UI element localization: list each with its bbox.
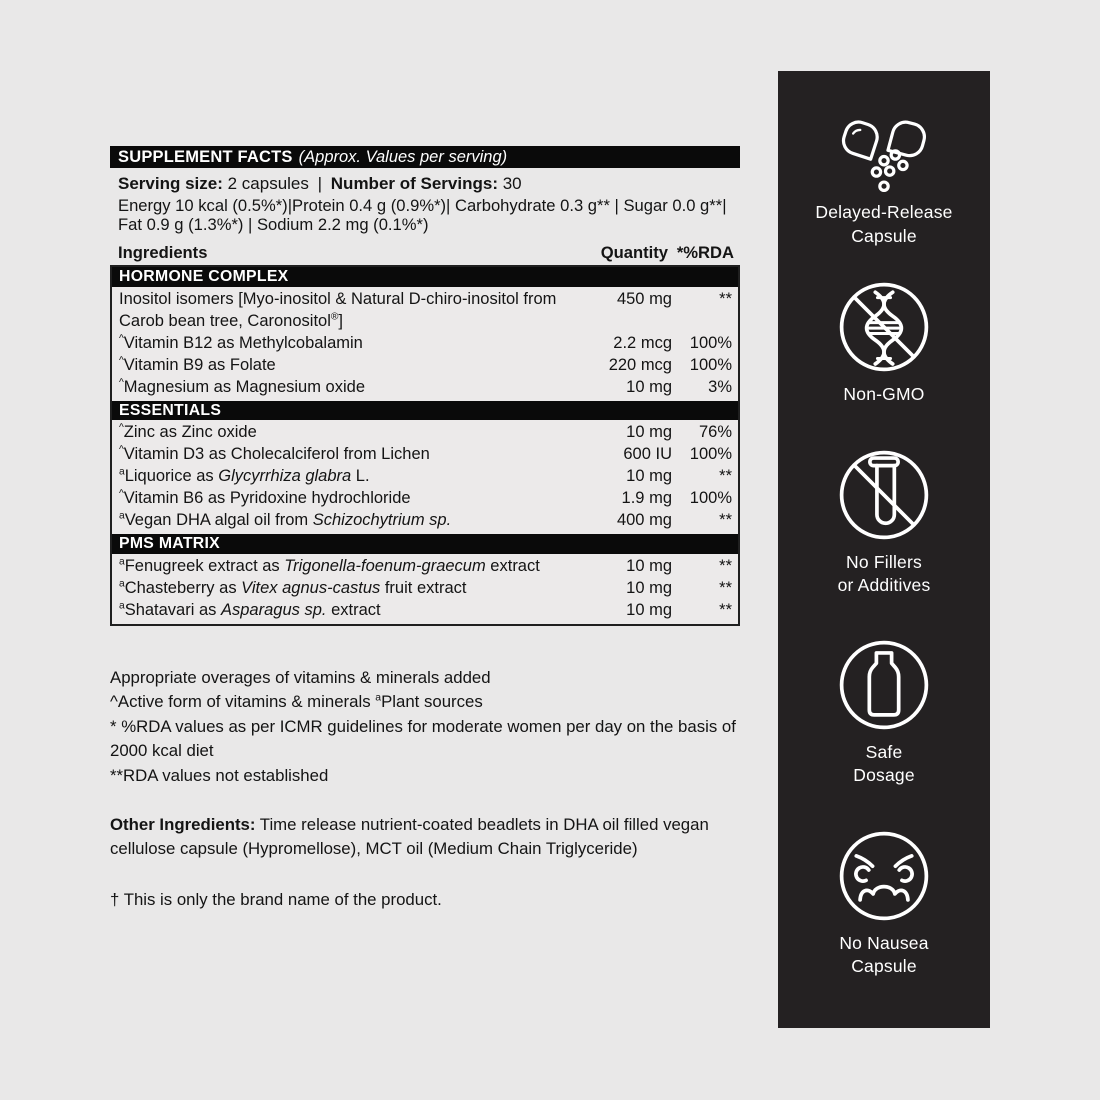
footnote: ^Active form of vitamins & minerals $^a$Plant sources: [110, 692, 483, 712]
table-row: [112, 555, 738, 577]
feature-badge: [834, 277, 934, 407]
supplement-facts-subtitle: (Approx. Values per serving): [298, 148, 508, 166]
nutrition-summary: Energy 10 kcal (0.5%*)|Protein 0.4 g (0.9%*)| Carbohydrate 0.3 g** | Sugar 0.0 g**| Fat 0.9 g (1.3%*) | Sodium 2.2 mg (0.1%*): [118, 196, 727, 234]
footnotes: [110, 666, 740, 789]
other-ingredients-text: Time release nutrient-coated beadlets in DHA oil filled vegan cellulose capsule (Hypromellose), MCT oil (Medium Chain Triglyceride): [110, 814, 709, 859]
section-header: HORMONE COMPLEX: [112, 267, 738, 287]
brand-note: † This is only the brand name of the product.: [110, 889, 442, 909]
supplement-facts-header: [110, 146, 740, 168]
ingredient-quantity: 10 mg: [626, 556, 672, 575]
ingredient-rda: **: [719, 556, 732, 575]
ingredient-rda: 100%: [689, 333, 732, 352]
ingredient-quantity: 10 mg: [626, 377, 672, 396]
table-row: [112, 599, 738, 621]
table-row: [112, 288, 738, 332]
section-rows: [112, 287, 738, 401]
footnote: **RDA values not established: [110, 766, 329, 786]
supplement-facts-title: SUPPLEMENT FACTS: [118, 148, 293, 166]
ingredient-name: ^Vitamin B9 as Folate: [119, 355, 276, 374]
badge-label: No Nausea Capsule: [839, 932, 929, 976]
ingredient-quantity: 600 IU: [623, 445, 672, 464]
footnote: * %RDA values as per ICMR guidelines for moderate women per day on the basis of 2000 kcal diet: [110, 716, 736, 761]
serving-size-label: Serving size:: [118, 174, 223, 193]
non-gmo-icon: [834, 277, 934, 377]
ingredient-quantity: 2.2 mcg: [613, 333, 672, 352]
feature-badge: [815, 115, 952, 248]
ingredient-rda: **: [719, 600, 732, 619]
serving-separator: |: [317, 174, 323, 193]
ingredient-rda: 100%: [689, 355, 732, 374]
no-fillers-icon: [834, 445, 934, 545]
section-rows: [112, 420, 738, 534]
table-row: [112, 332, 738, 354]
table-row: [112, 577, 738, 599]
ingredient-quantity: 10 mg: [626, 600, 672, 619]
ingredient-quantity: 10 mg: [626, 467, 672, 486]
delayed-release-capsule-icon: [831, 115, 937, 195]
section-header: PMS MATRIX: [112, 534, 738, 554]
ingredient-name: Inositol isomers [Myo-inositol & Natural D-chiro-inositol from Carob bean tree, Caronositol®]: [119, 289, 557, 330]
serving-info: [110, 173, 740, 195]
ingredient-name: ^Magnesium as Magnesium oxide: [119, 377, 365, 396]
section-header: ESSENTIALS: [112, 401, 738, 421]
footnote: Appropriate overages of vitamins & minerals added: [110, 667, 491, 687]
ingredient-name: $^a$Liquorice as Glycyrrhiza glabra L.: [119, 466, 370, 486]
ingredient-rda: **: [719, 289, 732, 308]
servings-count-label: Number of Servings:: [330, 174, 498, 193]
column-quantity: Quantity: [600, 243, 668, 263]
other-ingredients: [110, 813, 732, 862]
section-rows: [112, 554, 738, 624]
table-row: [112, 509, 738, 531]
ingredient-name: $^a$Fenugreek extract as Trigonella-foenum-graecum extract: [119, 556, 540, 575]
table-row: [112, 443, 738, 465]
badge-label: Safe Dosage: [853, 741, 915, 785]
ingredient-name: $^a$Vegan DHA algal oil from Schizochytrium sp.: [119, 510, 452, 530]
other-ingredients-label: Other Ingredients:: [110, 814, 256, 834]
feature-badge: [834, 635, 934, 788]
table-row: [112, 421, 738, 443]
badge-label: Non-GMO: [843, 384, 925, 404]
ingredient-quantity: 450 mg: [616, 289, 672, 308]
ingredient-name: ^Vitamin D3 as Cholecalciferol from Lichen: [119, 444, 430, 464]
feature-sidebar: [778, 71, 990, 1028]
ingredient-rda: **: [719, 578, 732, 597]
table-column-header: [110, 243, 740, 265]
servings-count-value: 30: [502, 174, 522, 193]
ingredients-table: [110, 265, 740, 626]
ingredient-quantity: 10 mg: [626, 423, 672, 442]
ingredient-name: $^a$Chasteberry as Vitex agnus-castus fruit extract: [119, 578, 467, 597]
ingredient-name: ^Zinc as Zinc oxide: [119, 422, 257, 442]
ingredient-rda: **: [719, 467, 732, 486]
table-row: [112, 354, 738, 376]
ingredient-rda: **: [719, 511, 732, 530]
supplement-facts-panel: [110, 146, 740, 912]
table-row: [112, 376, 738, 398]
ingredient-name: ^Vitamin B12 as Methylcobalamin: [119, 333, 363, 352]
no-nausea-icon: [834, 826, 934, 926]
ingredient-name: $^a$Shatavari as Asparagus sp. extract: [119, 600, 381, 619]
ingredient-quantity: 1.9 mg: [621, 489, 672, 508]
column-rda: *%RDA: [676, 243, 734, 263]
ingredient-quantity: 220 mcg: [608, 355, 672, 374]
column-ingredients: Ingredients: [118, 243, 208, 263]
feature-badge: [834, 445, 934, 598]
ingredient-rda: 100%: [689, 445, 732, 464]
ingredient-rda: 100%: [689, 489, 732, 508]
feature-badge: [834, 826, 934, 979]
ingredient-quantity: 10 mg: [626, 578, 672, 597]
table-row: [112, 487, 738, 509]
ingredient-quantity: 400 mg: [616, 511, 672, 530]
ingredient-rda: 76%: [698, 423, 732, 442]
ingredient-name: ^Vitamin B6 as Pyridoxine hydrochloride: [119, 488, 411, 508]
ingredient-rda: 3%: [708, 377, 732, 396]
badge-label: No Fillers or Additives: [837, 551, 931, 595]
table-row: [112, 465, 738, 487]
safe-dosage-icon: [834, 635, 934, 735]
badge-label: Delayed-Release Capsule: [815, 202, 953, 246]
serving-size-value: 2 capsules: [227, 174, 309, 193]
